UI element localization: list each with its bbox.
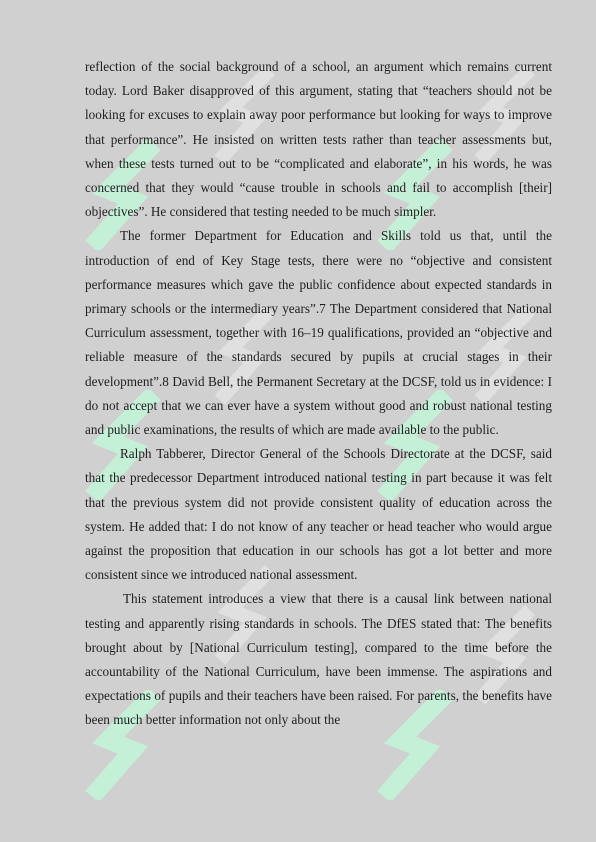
paragraph: This statement introduces a view that there is a causal link between national testing and apparently rising standards in schools. The DfES stated that: The benefits brought about by [National Curriculum testing], compared to the time before the accountability of the National Curriculum, have been immense. The aspirations and expectations of pupils and their teachers have been raised. For parents, the benefits have been much better information not only about the [85,591,552,728]
paragraph: Ralph Tabberer, Director General of the Schools Directorate at the DCSF, said that the predecessor Department introduced national testing in part because it was felt that the previous system did not provide consistent quality of education across the system. He added that: I do not know of any teacher or head teacher who would argue against the proposition that education in our schools has got a lot better and more consistent since we introduced national assessment. [85,446,552,583]
paragraph: The former Department for Education and Skills told us that, until the introduction of end of Key Stage tests, there were no “objective and consistent performance measures which gave the public confidence about expected standards in primary schools or the intermediary years”.7 The Department considered that National Curriculum assessment, together with 16–19 qualifications, provided an “objective and reliable measure of the standards secured by pupils at crucial stages in their development”.8 David Bell, the Permanent Secretary at the DCSF, told us in evidence: I do not accept that we can ever have a system without good and robust national testing and public examinations, the results of which are made available to the public. [85,228,552,438]
body-text [85,55,552,733]
paragraph: reflection of the social background of a school, an argument which remains current today. Lord Baker disapproved of this argument, stating that “teachers should not be looking for excuses to explain away poor performance but looking for ways to improve that performance”. He insisted on written tests rather than teacher assessments but, when these tests turned out to be “complicated and elaborate”, in his words, he was concerned that they would “cause trouble in schools and fail to accomplish [their] objectives”. He considered that testing needed to be much simpler. [85,59,552,220]
